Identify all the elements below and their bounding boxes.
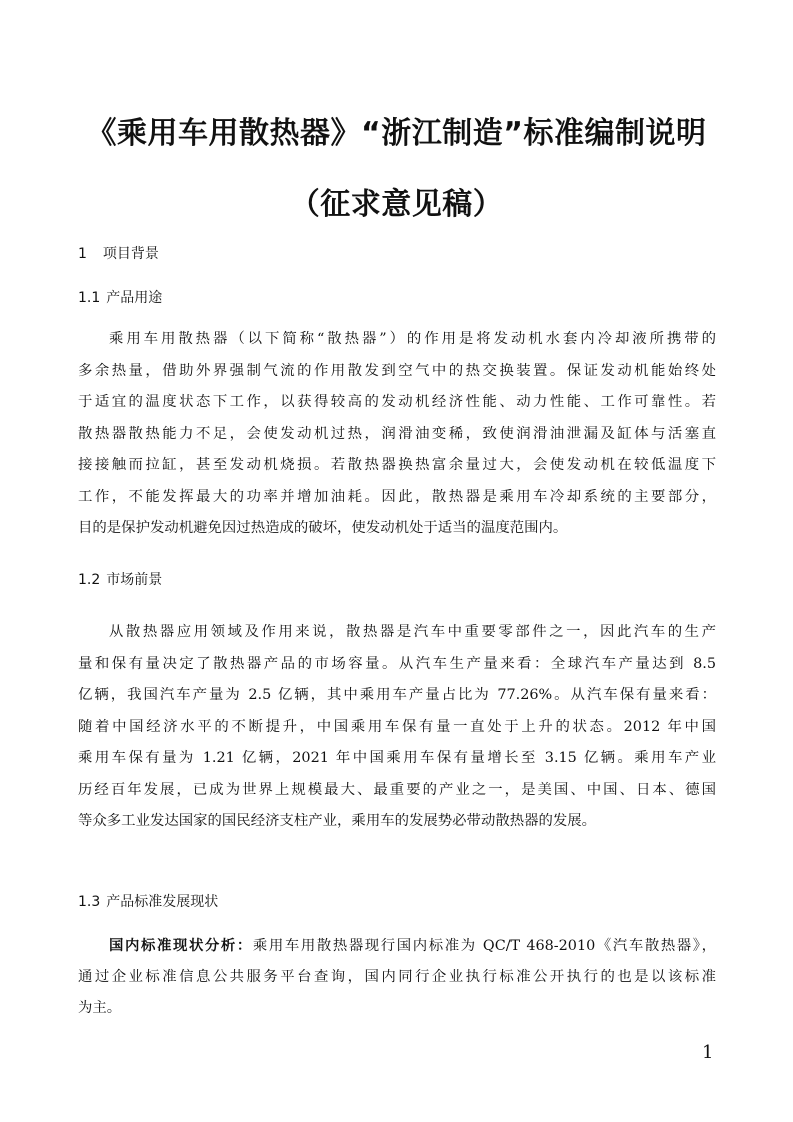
section-heading-1-1	[78, 287, 162, 307]
paragraph-line: 亿辆，我国汽车产量为 2.5 亿辆，其中乘用车产量占比为 77.26%。从汽车保有量来看：	[78, 687, 716, 703]
paragraph-line: 等众多工业发达国家的国民经济支柱产业，乘用车的发展势必带动散热器的发展。	[78, 813, 597, 829]
paragraph-line: 随着中国经济水平的不断提升，中国乘用车保有量一直处于上升的状态。2012 年中国	[78, 718, 716, 735]
paragraph-line: 接接触而拉缸，甚至发动机烧损。若散热器换热富余量过大，会使发动机在较低温度下	[78, 457, 716, 473]
paragraph-line: 目的是保护发动机避免因过热造成的破坏，使发动机处于适当的温度范围内。	[78, 520, 568, 536]
section-title: 产品用途	[106, 290, 163, 306]
section-heading-1-2	[78, 569, 162, 589]
section-title: 市场前景	[106, 572, 163, 588]
paragraph-line: 工作，不能发挥最大的功率并增加油耗。因此，散热器是乘用车冷却系统的主要部分，	[78, 488, 716, 505]
paragraph-line: 多余热量，借助外界强制气流的作用散发到空气中的热交换装置。保证发动机能始终处	[78, 362, 716, 379]
document-title: 《乘用车用散热器》“浙江制造”标准编制说明	[86, 116, 707, 151]
section-number: 1.1	[78, 290, 101, 306]
paragraph-line: 从散热器应用领域及作用来说，散热器是汽车中重要零部件之一，因此汽车的生产	[109, 624, 716, 640]
lead-label: 国内标准现状分析：	[109, 937, 253, 954]
section-number: 1.2	[78, 572, 101, 588]
section-title: 产品标准发展现状	[106, 894, 219, 910]
paragraph-line: 散热器散热能力不足，会使发动机过热，润滑油变稀，致使润滑油泄漏及缸体与活塞直	[78, 425, 716, 442]
section-heading-1-3	[78, 891, 218, 911]
paragraph-line: 通过企业标准信息公共服务平台查询，国内同行企业执行标准公开执行的也是以该标准	[78, 968, 716, 985]
paragraph-line: 量和保有量决定了散热器产品的市场容量。从汽车生产量来看：全球汽车产量达到 8.5	[78, 655, 716, 672]
section-number: 1	[78, 246, 87, 262]
section-title: 项目背景	[102, 246, 159, 262]
paragraph-line	[78, 930, 716, 962]
paragraph-line: 乘用车用散热器（以下简称“散热器”）的作用是将发动机水套内冷却液所携带的	[109, 331, 716, 347]
document-subtitle: （征求意见稿）	[289, 187, 504, 222]
paragraph-market-outlook	[78, 617, 716, 838]
paragraph-line: 乘用车保有量为 1.21 亿辆，2021 年中国乘用车保有量增长至 3.15 亿辆。乘用车产业	[78, 750, 716, 766]
paragraph-line: 于适宜的温度状态下工作，以获得较高的发动机经济性能、动力性能、工作可靠性。若	[78, 394, 716, 410]
lead-text: 乘用车用散热器现行国内标准为 QC/T 468-2010《汽车散热器》，	[252, 938, 716, 954]
paragraph-line: 历经百年发展，已成为世界上规模最大、最重要的产业之一，是美国、中国、日本、德国	[78, 781, 716, 798]
section-heading-1	[78, 243, 159, 263]
section-number: 1.3	[78, 894, 101, 910]
page-number: 1	[702, 1042, 714, 1063]
paragraph-product-use	[78, 324, 716, 545]
paragraph-line: 为主。	[78, 1000, 122, 1016]
paragraph-standard-status	[78, 930, 716, 1025]
